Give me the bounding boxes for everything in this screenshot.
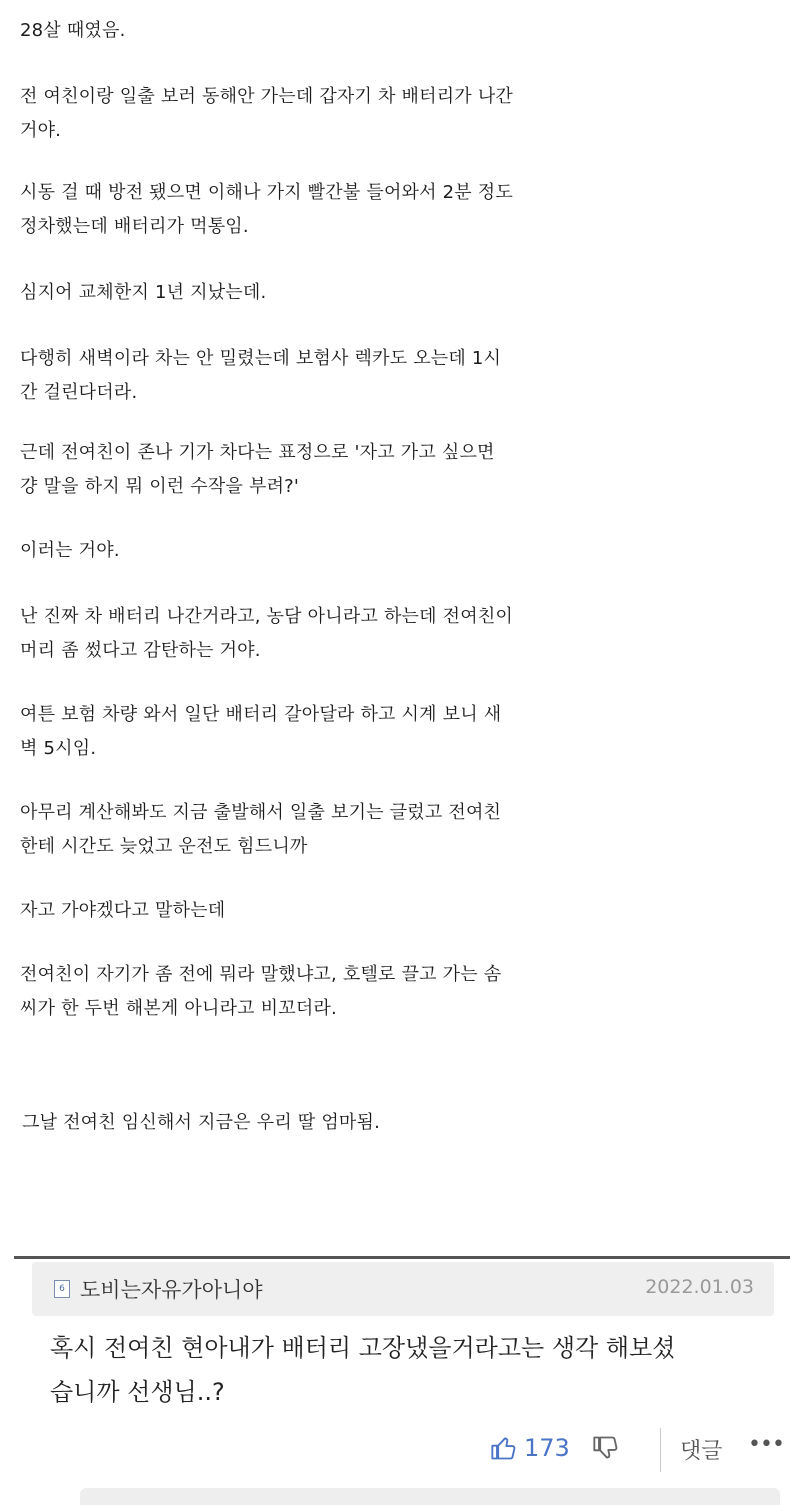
post-line: 씨가 한 두번 해본게 아니라고 비꼬더라. — [20, 998, 337, 1019]
post-line: 정차했는데 배터리가 먹통임. — [20, 216, 249, 237]
post-line: 아무리 계산해봐도 지금 출발해서 일출 보기는 글렀고 전여친 — [20, 802, 502, 823]
post-line: 그날 전여친 임신해서 지금은 우리 딸 엄마됨. — [22, 1112, 381, 1133]
post-paragraph — [20, 534, 620, 568]
post-paragraph — [20, 600, 620, 668]
post-line: 머리 좀 썼다고 감탄하는 거야. — [20, 640, 261, 661]
comment-nickname[interactable]: 도비는자유가아니야 — [80, 1278, 263, 1302]
comment-divider — [14, 1256, 790, 1259]
reply-button[interactable]: 댓글 — [680, 1439, 723, 1464]
comment-date: 2022.01.03 — [645, 1276, 754, 1298]
post-paragraph — [20, 342, 620, 410]
post-line: 다행히 새벽이라 차는 안 밀렸는데 보험사 렉카도 오는데 1시 — [20, 348, 502, 369]
level-badge-icon: 6 — [54, 1280, 70, 1298]
like-count: 173 — [524, 1434, 570, 1462]
post-line: 간 걸린다더라. — [20, 382, 138, 403]
comment-line: 습니까 선생님..? — [50, 1378, 225, 1406]
post-paragraph — [20, 698, 620, 766]
post-line: 전 여친이랑 일출 보러 동해안 가는데 갑자기 차 배터리가 나간 — [20, 86, 513, 107]
reply-area-edge — [80, 1488, 780, 1505]
post-line: 벽 5시임. — [20, 738, 97, 759]
post-line: 시동 걸 때 방전 됐으면 이해나 가지 빨간불 들어와서 2분 정도 — [20, 182, 513, 203]
post-line: 난 진짜 차 배터리 나간거라고, 농담 아니라고 하는데 전여친이 — [20, 606, 513, 627]
post-paragraph — [20, 80, 620, 148]
thumbs-up-icon[interactable] — [490, 1434, 518, 1462]
post-paragraph — [22, 1106, 622, 1140]
post-paragraph — [20, 958, 620, 1026]
post-line: 자고 가야겠다고 말하는데 — [20, 900, 226, 921]
post-paragraph — [20, 276, 620, 310]
post-line: 전여친이 자기가 좀 전에 뭐라 말했냐고, 호텔로 끌고 가는 솜 — [20, 964, 502, 985]
post-line: 거야. — [20, 120, 62, 141]
comment-body — [50, 1326, 780, 1414]
post-line: 근데 전여친이 존나 기가 차다는 표정으로 '자고 가고 싶으면 — [20, 442, 495, 463]
post-line: 한테 시간도 늦었고 운전도 힘드니까 — [20, 836, 308, 857]
post-paragraph — [20, 436, 620, 504]
post-line: 28살 때였음. — [20, 20, 126, 41]
post-paragraph — [20, 894, 620, 928]
post-line: 걍 말을 하지 뭐 이런 수작을 부려?' — [20, 476, 300, 497]
actions-separator — [660, 1428, 661, 1472]
post-paragraph — [20, 14, 620, 48]
comment-actions — [0, 1426, 800, 1476]
comment-line: 혹시 전여친 현아내가 배터리 고장냈을거라고는 생각 해보셨 — [50, 1334, 676, 1362]
thumbs-down-icon[interactable] — [592, 1434, 620, 1462]
post-paragraph — [20, 796, 620, 864]
post-line: 심지어 교체한지 1년 지났는데. — [20, 282, 267, 303]
post-paragraph — [20, 176, 620, 244]
post-line: 여튼 보험 차량 와서 일단 배터리 갈아달라 하고 시계 보니 새 — [20, 704, 502, 725]
post-line: 이러는 거야. — [20, 540, 120, 561]
more-icon[interactable]: ••• — [748, 1432, 784, 1457]
comment-header — [32, 1262, 774, 1316]
